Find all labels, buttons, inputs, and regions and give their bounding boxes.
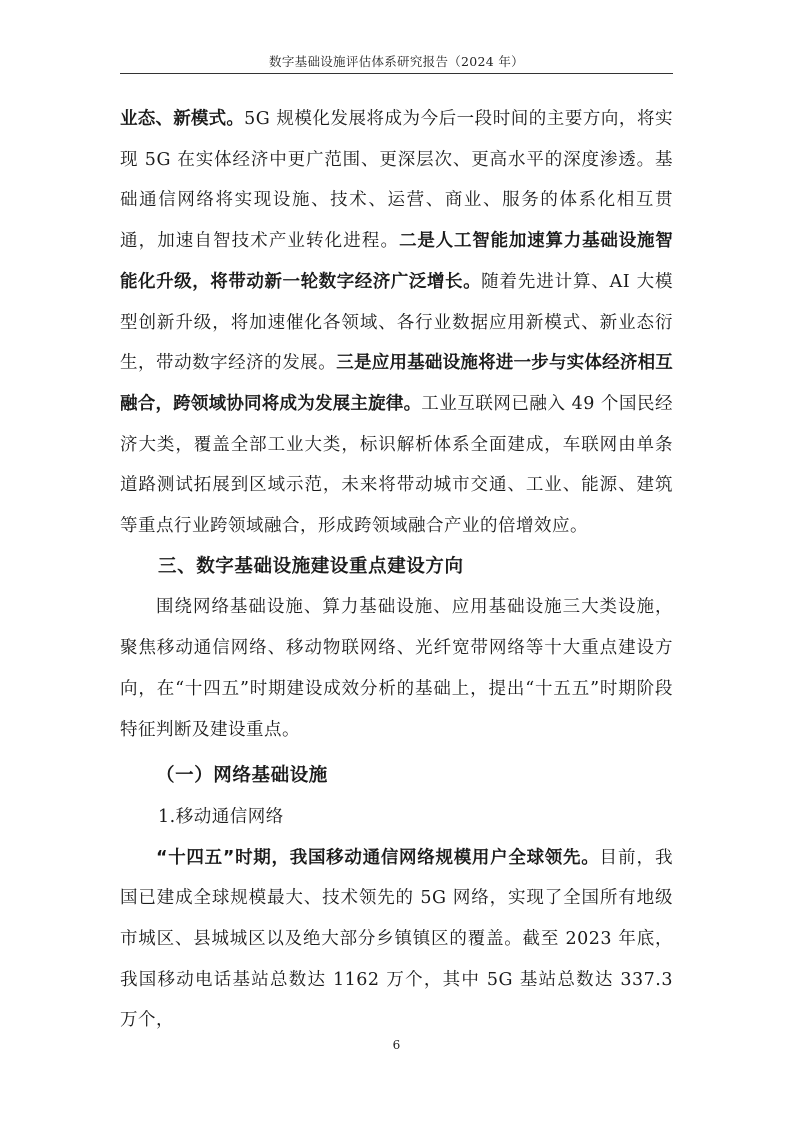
page-number: 6 [392, 1038, 401, 1052]
paragraph-trends [120, 99, 673, 547]
section-heading: 三、数字基础设施建设重点建设方向 [158, 555, 464, 577]
body-sentence: 目前，我国已建成全球规模最大、技术领先的 5G 网络，实现了全国所有地级市城区、县城城区以及绝大部分乡镇镇区的覆盖。截至 2023 年底，我国移动电话基站总数达 1162 万个，其中 5G 基站总数达 337.3 万个， [120, 847, 673, 1031]
header-title: 数字基础设施评估体系研究报告（2024 年） [269, 54, 524, 69]
document-body [120, 99, 673, 1041]
header-divider [120, 73, 673, 74]
paragraph-mobile-network [120, 838, 673, 1042]
body-sentence: 工业互联网已融入 49 个国民经济大类，覆盖全部工业大类，标识解析体系全面建成，车联网由单条道路测试拓展到区域示范，未来将带动城市交通、工业、能源、建筑等重点行业跨领域融合，形成跨领域融合产业的倍增效应。 [120, 393, 673, 537]
bold-phrase: “十四五”时期，我国移动通信网络规模用户全球领先。 [156, 847, 600, 868]
body-sentence: 5G 规模化发展将成为今后一段时间的主要方向，将实现 5G 在实体经济中更广范围、更深层次、更高水平的深度渗透。基础通信网络将实现设施、技术、运营、商业、服务的体系化相互贯通，加速自智技术产业转化进程。 [120, 109, 673, 252]
bold-phrase: 二是人工智能加速算力基础设施智能化升级，将带动新一轮数字经济广泛增长。 [120, 231, 674, 292]
bold-phrase: 业态、新模式。 [120, 109, 245, 129]
section-intro-paragraph: 围绕网络基础设施、算力基础设施、应用基础设施三大类设施，聚焦移动通信网络、移动物联网络、光纤宽带网络等十大重点建设方向，在“十四五”时期建设成效分析的基础上，提出“十五五”时期阶段特征判断及建设重点。 [120, 597, 673, 740]
subsection-heading: （一）网络基础设施 [156, 765, 328, 787]
item-heading: 1.移动通信网络 [158, 806, 284, 827]
body-sentence: 随着先进计算、AI 大模型创新升级，将加速催化各领域、各行业数据应用新模式、新业态衍生，带动数字经济的发展。 [120, 271, 673, 374]
bold-phrase: 三是应用基础设施将进一步与实体经济相互融合，跨领域协同将成为发展主旋律。 [120, 353, 673, 414]
